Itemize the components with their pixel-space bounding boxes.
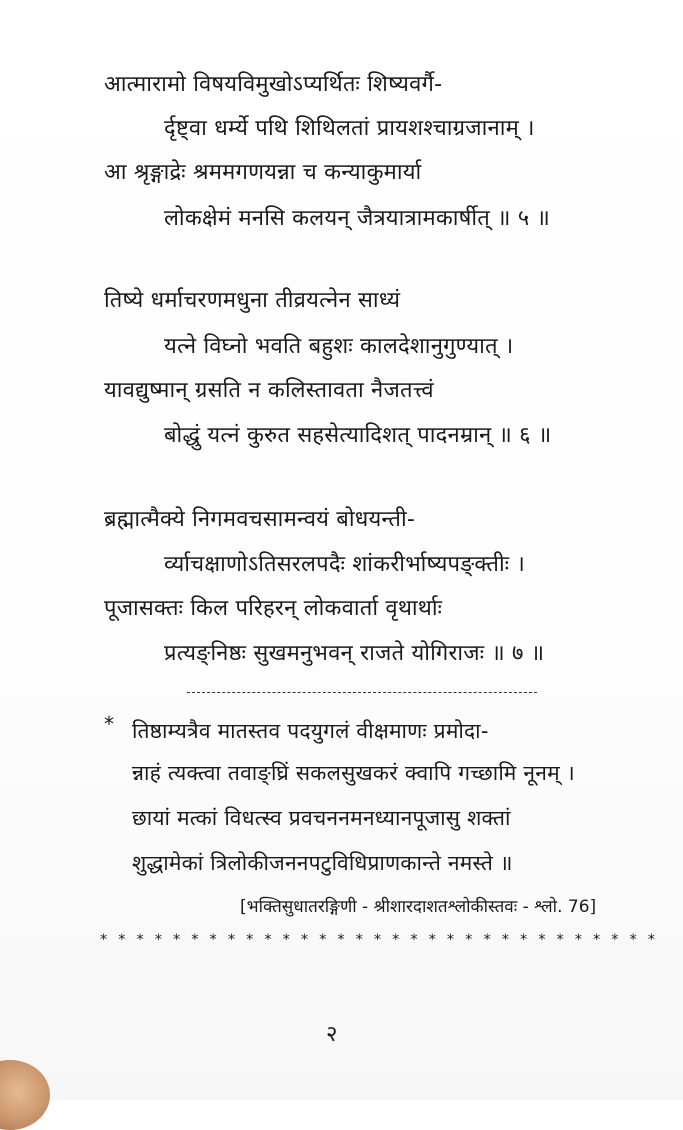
verse-line: आत्मारामो विषयविमुखोऽप्यर्थितः शिष्यवर्गै- <box>104 72 443 97</box>
verse-line: र्दृष्ट्वा धर्म्ये पथि शिथिलतां प्रायशश्चाग्रजानाम् । <box>164 116 535 141</box>
verse-line: आ श्रृङ्गाद्रेः श्रममगणयन्ना च कन्याकुमार्या <box>104 160 422 185</box>
verse-line: लोकक्षेमं मनसि कलयन् जैत्रयात्रामकार्षीत् ॥ ५ ॥ <box>164 206 550 231</box>
footnote-line: छायां मत्कां विधत्स्व प्रवचननमनध्यानपूजासु शक्तां <box>132 806 511 830</box>
verse-line: ब्रह्मात्मैक्ये निगमवचसामन्वयं बोधयन्ती- <box>104 507 415 532</box>
verse-line: प्रत्यङ्निष्ठः सुखमनुभवन् राजते योगिराजः ॥ ७ ॥ <box>164 641 545 666</box>
stars-divider: * * * * * * * * * * * * * * * * * * * * * * * * * * * * * * * <box>100 932 659 948</box>
verse-line: यत्ने विघ्नो भवति बहुशः कालदेशानुगुण्यात् । <box>164 334 514 359</box>
thumb-photo-artifact <box>0 1060 50 1130</box>
footnote-citation: [भक्तिसुधातरङ्गिणी - श्रीशारदाशतश्लोकीस्तवः - श्लो. 76] <box>240 897 597 917</box>
footnote-line: तिष्ठाम्यत्रैव मातस्तव पदयुगलं वीक्षमाणः प्रमोदा- <box>132 719 489 743</box>
verse-line: तिष्ये धर्माचरणमधुना तीव्रयत्नेन साध्यं <box>104 288 401 313</box>
page-number: २ <box>326 1022 338 1047</box>
footnote-line: शुद्धामेकां त्रिलोकीजननपटुविधिप्राणकान्ते नमस्ते ॥ <box>132 851 513 875</box>
footnote-separator <box>187 692 537 693</box>
verse-line: यावद्युष्मान् ग्रसति न कलिस्तावता नैजतत्त्वं <box>104 378 434 403</box>
footnote-line: न्नाहं त्यक्त्वा तवाङ्घ्रिं सकलसुखकरं क्वापि गच्छामि नूनम् । <box>132 761 575 785</box>
verse-line: र्व्याचक्षाणोऽतिसरलपदैः शांकरीर्भाष्यपङ्क्तीः । <box>164 552 526 577</box>
footnote-marker: * <box>104 712 114 736</box>
verse-line: पूजासक्तः किल परिहरन् लोकवार्ता वृथार्थाः <box>104 596 443 621</box>
verse-line: बोद्धुं यत्नं कुरुत सहसेत्यादिशत् पादनम्रान् ॥ ६ ॥ <box>164 423 552 448</box>
